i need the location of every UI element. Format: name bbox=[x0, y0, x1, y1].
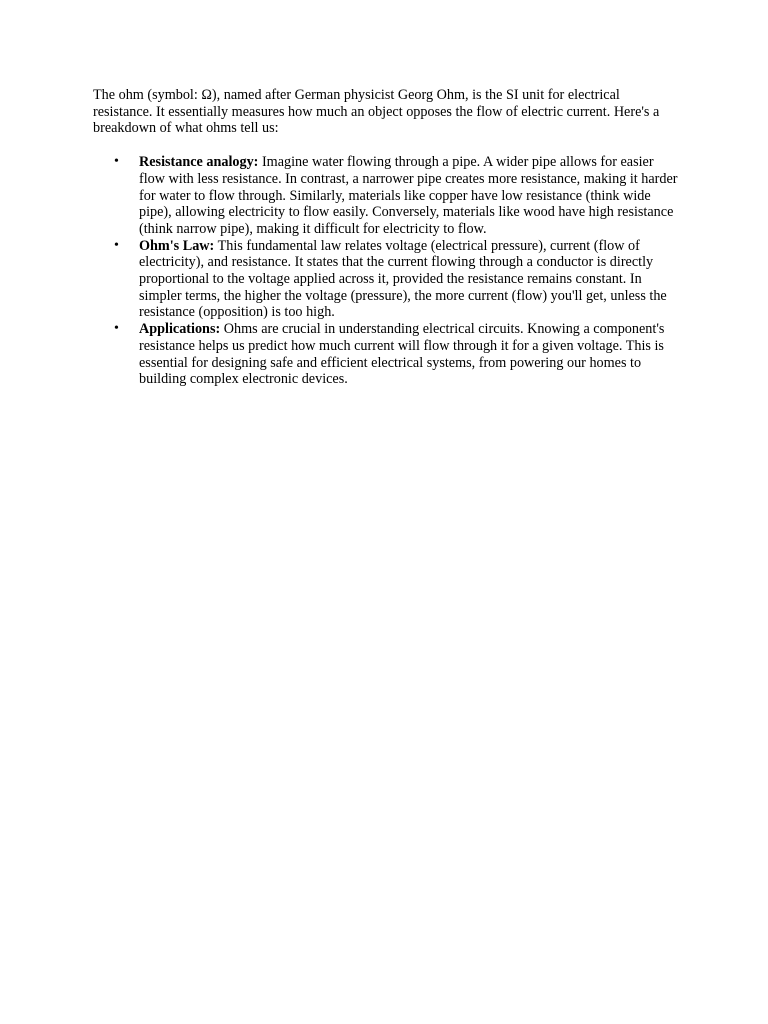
list-item-resistance-analogy bbox=[93, 154, 678, 238]
bullet-list bbox=[93, 154, 678, 388]
list-item-ohms-law bbox=[93, 238, 678, 322]
bullet-icon: • bbox=[114, 154, 119, 170]
list-item-text: Ohms are crucial in understanding electrical circuits. Knowing a component's resistance helps us predict how much current will flow through it for a given voltage. This is essential for designing safe and efficient electrical systems, from powering our homes to building complex electronic devices. bbox=[139, 321, 665, 388]
document-body bbox=[93, 87, 678, 388]
list-item-term: Resistance analogy: bbox=[139, 154, 259, 171]
intro-paragraph: The ohm (symbol: Ω), named after German physicist Georg Ohm, is the SI unit for electrical resistance. It essentially measures how much an object opposes the flow of electric current. Here's a breakdown of what ohms tell us: bbox=[93, 87, 660, 137]
list-item-term: Applications: bbox=[139, 321, 221, 338]
list-item-applications bbox=[93, 321, 678, 388]
list-item-term: Ohm's Law: bbox=[139, 237, 215, 254]
list-item-text: Imagine water flowing through a pipe. A wider pipe allows for easier flow with less resistance. In contrast, a narrower pipe creates more resistance, making it harder for water to flow through. Similarly, materials like copper have low resistance (think wide pipe), allowing electricity to flow easily. Conversely, materials like wood have high resistance (think narrow pipe), making it difficult for electricity to flow. bbox=[139, 154, 678, 237]
bullet-icon: • bbox=[114, 321, 119, 337]
list-item-text: This fundamental law relates voltage (electrical pressure), current (flow of electricity), and resistance. It states that the current flowing through a conductor is directly proportional to the voltage applied across it, provided the resistance remains constant. In simpler terms, the higher the voltage (pressure), the more current (flow) you'll get, unless the resistance (opposition) is too high. bbox=[139, 237, 667, 321]
bullet-icon: • bbox=[114, 237, 119, 253]
